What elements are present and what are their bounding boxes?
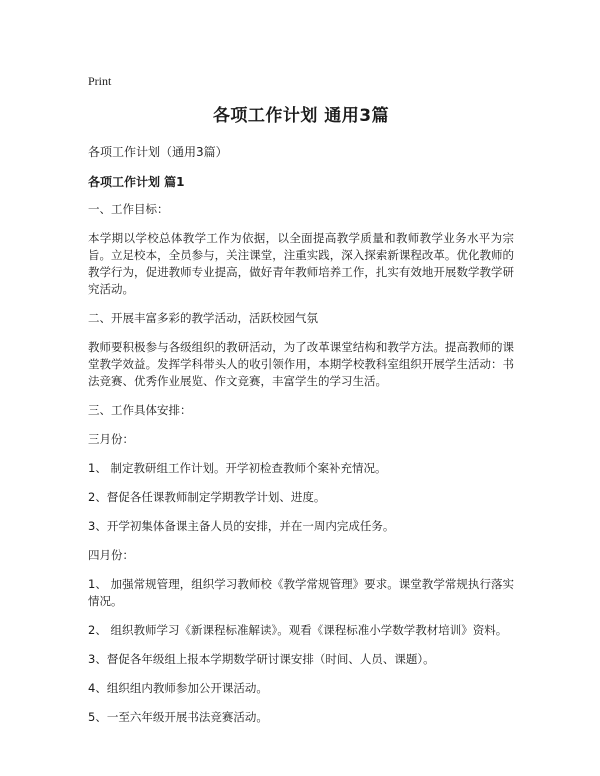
document-subtitle: 各项工作计划（通用3篇）	[88, 145, 228, 159]
paragraph: 四月份：	[88, 548, 134, 562]
paragraph: 教师要积极参与各级组织的教研活动，为了改革课堂结构和教学方法。提高教师的课堂教学效益。发挥学科带头人的收引领作用，本期学校教科室组织开展学生活动：书法竞赛、优秀作业展览、作文竞赛，丰富学生的学习生活。	[88, 340, 514, 388]
section-heading: 各项工作计划 篇1	[88, 175, 185, 189]
paragraph: 2、 组织教师学习《新课程标准解读》。观看《课程标准小学数学教材培训》资料。	[88, 623, 508, 637]
paragraph: 4、组织组内教师参加公开课活动。	[88, 681, 268, 695]
paragraph: 二、开展丰富多彩的教学活动，活跃校园气氛	[88, 311, 318, 325]
page-title: 各项工作计划 通用3篇	[212, 106, 390, 126]
paragraph: 3、督促各年级组上报本学期数学研讨课安排（时间、人员、课题）。	[88, 652, 435, 666]
paragraph: 1、 制定教研组工作计划。开学初检查教师个案补充情况。	[88, 461, 387, 475]
paragraph: 1、 加强常规管理，组织学习教师校《教学常规管理》要求。课堂教学常规执行落实情况。	[88, 577, 514, 608]
paragraph: 2、督促各任课教师制定学期教学计划、进度。	[88, 490, 326, 504]
paragraph: 本学期以学校总体教学工作为依据，以全面提高教学质量和教师教学业务水平为宗旨。立足校本，全员参与，关注课堂，注重实践，深入探索新课程改革。优化教师的教学行为，促进教师专业提高，做好青年教师培养工作，扎实有效地开展数学教学研究活动。	[88, 231, 514, 296]
document-page	[88, 70, 514, 726]
paragraph: 三、工作具体安排：	[88, 403, 192, 417]
paragraph: 一、工作目标：	[88, 202, 169, 216]
paragraph: 5、一至六年级开展书法竞赛活动。	[88, 710, 268, 724]
paragraph: 3、开学初集体备课主备人员的安排，并在一周内完成任务。	[88, 519, 395, 533]
paragraph: 三月份：	[88, 432, 134, 446]
print-link[interactable]: Print	[88, 74, 112, 88]
